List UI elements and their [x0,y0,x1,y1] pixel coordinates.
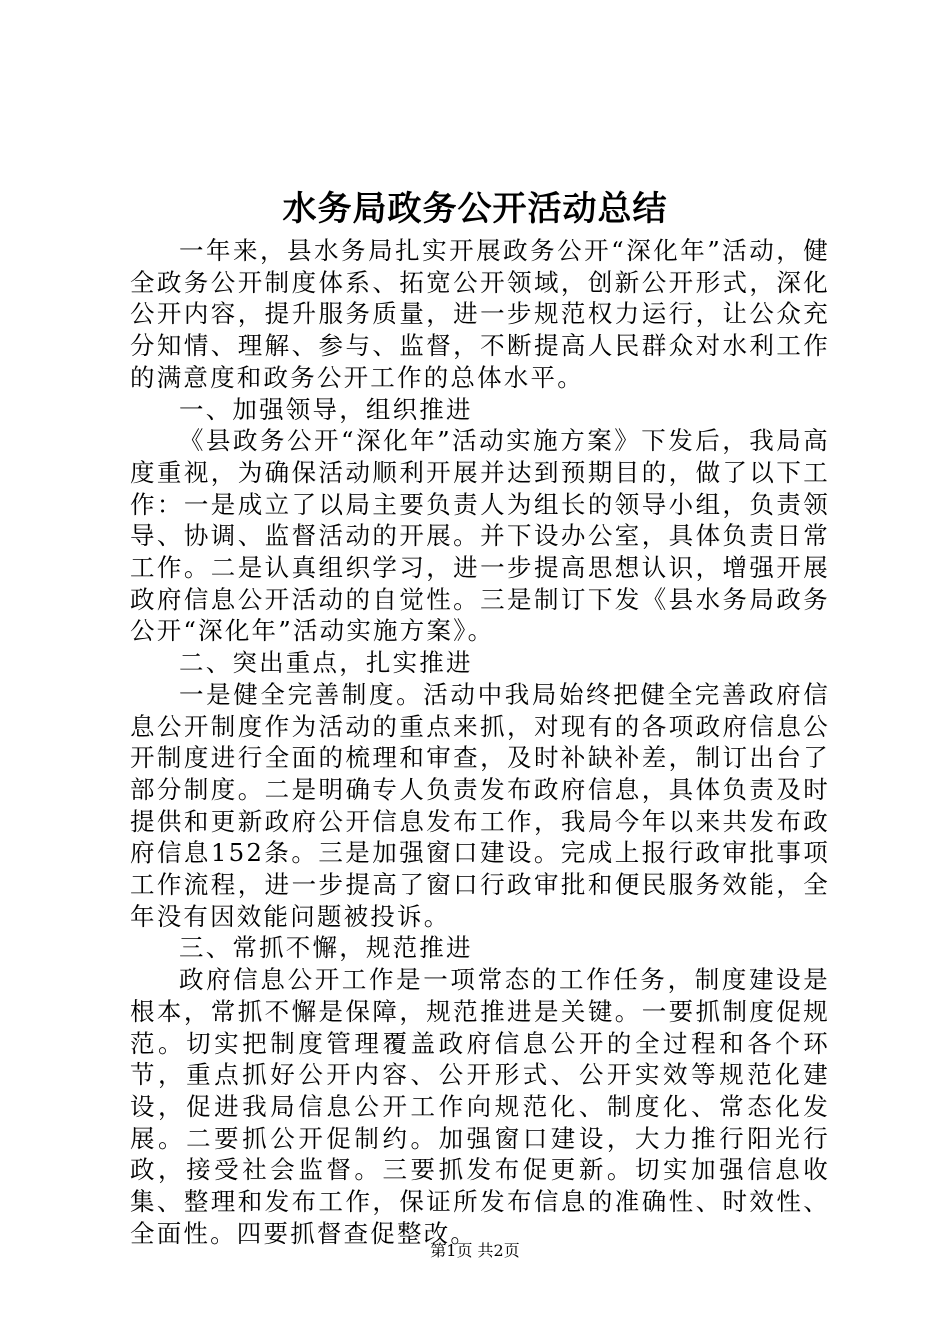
section-heading-3: 三、常抓不懈，规范推进 [179,933,473,963]
paragraph-section-2: 一是健全完善制度。活动中我局始终把健全完善政府信息公开制度作为活动的重点来抓，对现有的各项政府信息公开制度进行全面的梳理和审查，及时补缺补差，制订出台了部分制度。二是明确专人负责发布政府信息，具体负责及时提供和更新政府公开信息发布工作，我局今年以来共发布政府信息152条。三是加强窗口建设。完成上报行政审批事项工作流程，进一步提高了窗口行政审批和便民服务效能，全年没有因效能问题被投诉。 [130,679,830,931]
document-title: 水务局政务公开活动总结 [282,189,668,229]
paragraph-section-3: 政府信息公开工作是一项常态的工作任务，制度建设是根本，常抓不懈是保障，规范推进是关键。一要抓制度促规范。切实把制度管理覆盖政府信息公开的全过程和各个环节，重点抓好公开内容、公开形式、公开实效等规范化建设，促进我局信息公开工作向规范化、制度化、常态化发展。二要抓公开促制约。加强窗口建设，大力推行阳光行政，接受社会监督。三要抓发布促更新。切实加强信息收集、整理和发布工作，保证所发布信息的准确性、时效性、全面性。四要抓督查促整改。 [130,965,830,1248]
section-heading-1: 一、加强领导，组织推进 [179,394,473,424]
section-heading-2: 二、突出重点，扎实推进 [179,648,473,678]
paragraph-section-1: 《县政务公开“深化年”活动实施方案》下发后，我局高度重视，为确保活动顺利开展并达到预期目的，做了以下工作：一是成立了以局主要负责人为组长的领导小组，负责领导、协调、监督活动的开展。并下设办公室，具体负责日常工作。二是认真组织学习，进一步提高思想认识，增强开展政府信息公开活动的自觉性。三是制订下发《县水务局政务公开“深化年”活动实施方案》。 [130,426,830,646]
paragraph-intro: 一年来，县水务局扎实开展政务公开“深化年”活动，健全政务公开制度体系、拓宽公开领域，创新公开形式，深化公开内容，提升服务质量，进一步规范权力运行，让公众充分知情、理解、参与、监督，不断提高人民群众对水利工作的满意度和政务公开工作的总体水平。 [130,236,830,392]
document-body [130,235,830,1250]
page-number-footer: 第1页 共2页 [430,1241,520,1260]
